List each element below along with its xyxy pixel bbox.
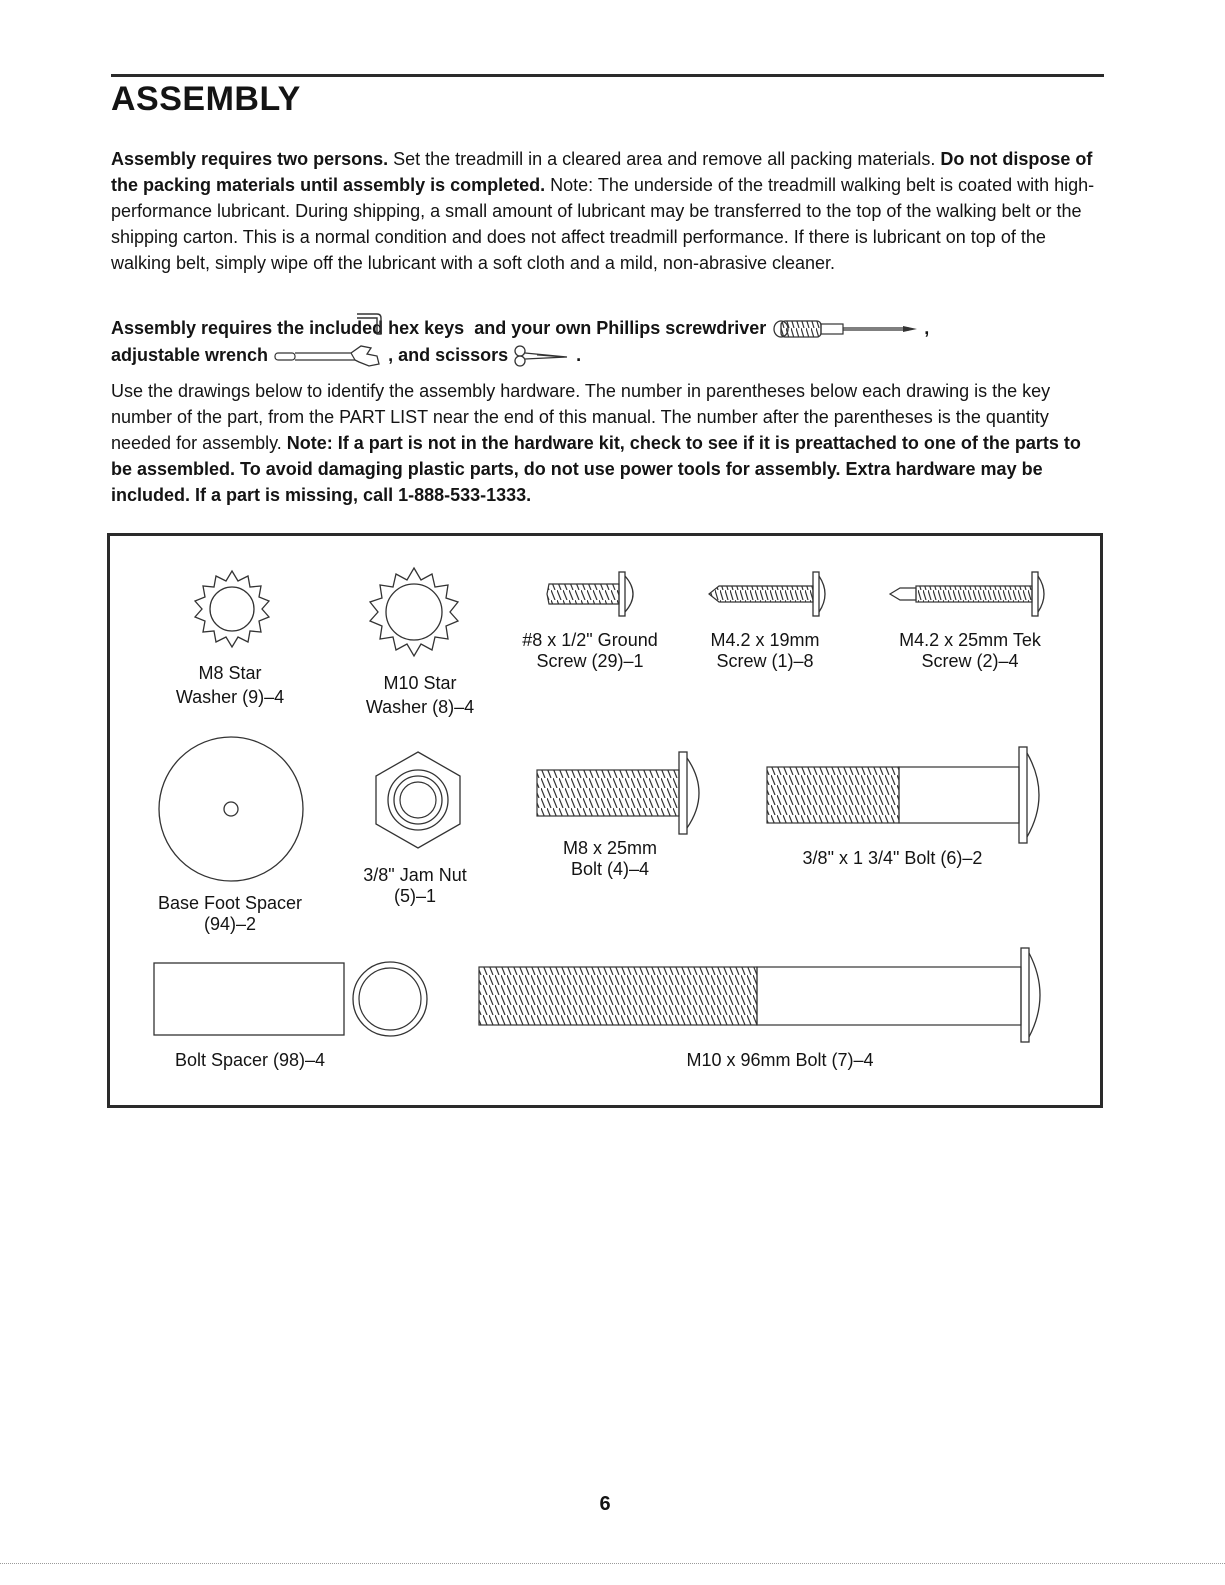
bolt-38-134-label: 3/8" x 1 3/4" Bolt (6)–2 — [802, 848, 983, 868]
base-foot-spacer-drawing — [157, 735, 305, 883]
intro-text-2: Note: The underside of the treadmill walking belt is coated with high-performance lubricant. During shipping, a small amount of lubricant may be transferred to the top of the walking belt or the shipping carton. This is a normal condition and does not affect treadmill performance. If there is lubricant on top of the walking belt, simply wipe off the lubricant with a soft cloth and a mild, non-abrasive cleaner. — [111, 175, 1095, 273]
jam-nut-label: 3/8" Jam Nut (5)–1 — [363, 865, 467, 906]
tools-text-hex: Assembly requires the included hex keys — [111, 318, 465, 338]
m8-25mm-bolt-label: M8 x 25mm Bolt (4)–4 — [562, 838, 658, 879]
tools-paragraph — [111, 310, 1106, 369]
bolt-38-134-drawing — [765, 745, 1050, 845]
hardware-note-bold: Note: If a part is not in the hardware kit, check to see if it is preattached to one of the parts to be assembled. To avoid damaging plastic parts, do not use power tools for assembly. Extra hardware may be included. If a part is missing, call 1-888-533-1333. — [111, 433, 1081, 505]
tools-period: . — [576, 345, 582, 365]
tools-text-wrench: adjustable wrench — [111, 345, 269, 365]
hardware-paragraph — [111, 378, 1106, 508]
wrench-icon — [273, 344, 383, 368]
tools-comma: , — [924, 318, 930, 338]
intro-paragraph — [111, 146, 1106, 276]
bolt-spacer-drawing — [152, 960, 437, 1040]
intro-bold-packing: Do not dispose of the packing materials until assembly is completed. — [111, 149, 1093, 195]
m10-96mm-bolt-label: M10 x 96mm Bolt (7)–4 — [686, 1050, 874, 1070]
m10-star-washer-drawing — [358, 565, 470, 665]
tools-text-scissors: , and scissors — [388, 345, 509, 365]
ground-screw-drawing — [545, 570, 645, 620]
ground-screw-label: #8 x 1/2" Ground Screw (29)–1 — [522, 630, 658, 671]
base-foot-spacer-label: Base Foot Spacer (94)–2 — [157, 893, 303, 934]
screwdriver-icon — [771, 318, 919, 340]
intro-bold-persons: Assembly requires two persons. — [111, 149, 389, 169]
m42-25mm-tek-screw-drawing — [888, 570, 1053, 620]
page-title: ASSEMBLY — [111, 80, 301, 118]
hex-key-icon — [357, 310, 383, 336]
jam-nut-drawing — [372, 750, 464, 850]
m10-96mm-bolt-drawing — [477, 945, 1052, 1045]
scissors-icon — [513, 345, 571, 367]
page-number: 6 — [599, 1493, 611, 1515]
m8-star-washer-drawing — [180, 567, 284, 651]
m42-19mm-screw-drawing — [705, 570, 835, 620]
tools-text-screwdriver: and your own Phillips screwdriver — [474, 318, 767, 338]
bolt-spacer-label: Bolt Spacer (98)–4 — [174, 1050, 326, 1070]
m10-star-washer-label: M10 Star Washer (8)–4 — [365, 673, 475, 717]
page-edge-line — [0, 1563, 1225, 1564]
hardware-text: Use the drawings below to identify the assembly hardware. The number in parentheses below each drawing is the key number of the part, from the PART LIST near the end of this manual. The number after the parentheses is the quantity needed for assembly. — [111, 381, 1051, 453]
m8-star-washer-label: M8 Star Washer (9)–4 — [175, 663, 285, 707]
header-rule — [111, 74, 1104, 77]
m42-19mm-screw-label: M4.2 x 19mm Screw (1)–8 — [710, 630, 820, 671]
m42-25mm-tek-screw-label: M4.2 x 25mm Tek Screw (2)–4 — [899, 630, 1041, 671]
m8-25mm-bolt-drawing — [535, 748, 715, 838]
intro-text-1: Set the treadmill in a cleared area and remove all packing materials. — [388, 149, 941, 169]
